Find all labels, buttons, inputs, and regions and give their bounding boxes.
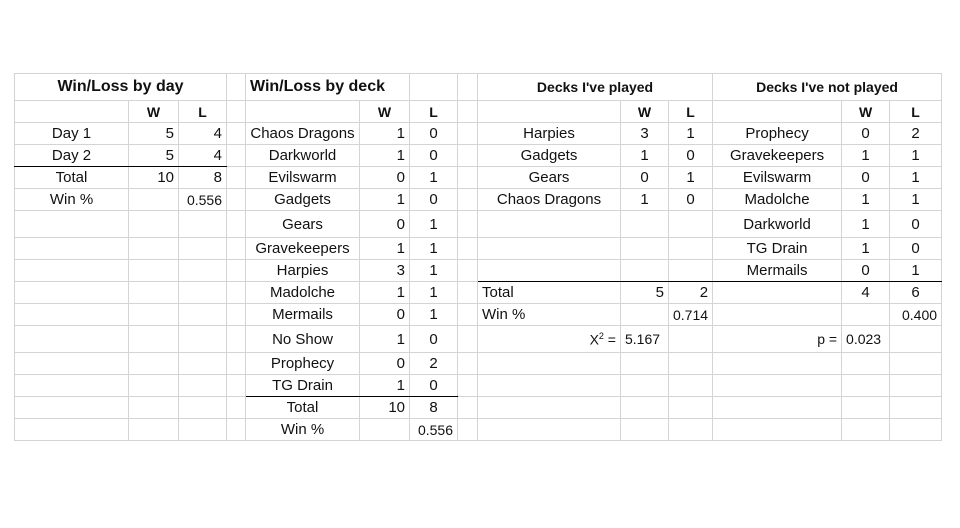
empty-cell <box>129 397 179 419</box>
empty-cell <box>890 419 942 441</box>
day-row-w: 5 <box>129 145 179 167</box>
empty-cell <box>890 375 942 397</box>
not-played-row-w: 0 <box>842 260 890 282</box>
empty-cell <box>15 397 129 419</box>
day-row-label: Day 1 <box>15 123 129 145</box>
played-row-l: 0 <box>669 189 713 211</box>
played-winpct-value: 0.714 <box>669 304 713 326</box>
empty-cell <box>129 375 179 397</box>
empty-cell <box>621 375 669 397</box>
empty-cell <box>890 326 942 353</box>
not-played-section-title: Decks I've not played <box>713 74 942 101</box>
played-total-w: 5 <box>621 282 669 304</box>
not-played-total-w: 4 <box>842 282 890 304</box>
day-winpct-label: Win % <box>15 189 129 211</box>
empty-cell <box>179 326 227 353</box>
empty-cell <box>15 238 129 260</box>
empty-cell <box>478 353 621 375</box>
empty-cell <box>713 419 842 441</box>
deck-row-w: 1 <box>360 123 410 145</box>
not-played-row-label: Madolche <box>713 189 842 211</box>
deck-winpct-label: Win % <box>246 419 360 441</box>
chi-square-label <box>478 326 621 353</box>
deck-row-label: No Show <box>246 326 360 353</box>
empty-cell <box>669 419 713 441</box>
empty-cell <box>890 397 942 419</box>
deck-row-w: 0 <box>360 304 410 326</box>
empty-cell <box>227 326 246 353</box>
chi-symbol: X <box>589 331 599 348</box>
empty-cell <box>15 101 129 123</box>
not-played-row-w: 1 <box>842 145 890 167</box>
empty-cell <box>458 167 478 189</box>
empty-cell <box>246 101 360 123</box>
played-row-w: 1 <box>621 145 669 167</box>
deck-row-label: Gravekeepers <box>246 238 360 260</box>
day-total-w: 10 <box>129 167 179 189</box>
p-value-label: p = <box>713 326 842 353</box>
empty-cell <box>842 304 890 326</box>
empty-cell <box>478 260 621 282</box>
played-row-label: Chaos Dragons <box>478 189 621 211</box>
empty-cell <box>227 74 246 101</box>
deck-total-w: 10 <box>360 397 410 419</box>
spreadsheet-grid <box>14 73 942 441</box>
empty-cell <box>713 375 842 397</box>
deck-row-label: TG Drain <box>246 375 360 397</box>
empty-cell <box>227 211 246 238</box>
empty-cell <box>15 211 129 238</box>
empty-cell <box>227 189 246 211</box>
chi-square-value: 5.167 <box>621 326 669 353</box>
empty-cell <box>669 326 713 353</box>
played-row-w: 1 <box>621 189 669 211</box>
empty-cell <box>129 260 179 282</box>
empty-cell <box>179 353 227 375</box>
empty-cell <box>15 353 129 375</box>
empty-cell <box>842 353 890 375</box>
empty-cell <box>458 145 478 167</box>
deck-row-l: 1 <box>410 238 458 260</box>
played-total-label: Total <box>478 282 621 304</box>
not-played-row-label: TG Drain <box>713 238 842 260</box>
deck-row-l: 0 <box>410 189 458 211</box>
empty-cell <box>458 189 478 211</box>
empty-cell <box>713 397 842 419</box>
empty-cell <box>842 375 890 397</box>
empty-cell <box>478 101 621 123</box>
deck-row-w: 0 <box>360 167 410 189</box>
not-played-row-l: 2 <box>890 123 942 145</box>
empty-cell <box>129 189 179 211</box>
empty-cell <box>669 211 713 238</box>
empty-cell <box>15 419 129 441</box>
empty-cell <box>129 326 179 353</box>
empty-cell <box>669 238 713 260</box>
empty-cell <box>227 101 246 123</box>
empty-cell <box>458 282 478 304</box>
empty-cell <box>15 304 129 326</box>
not-played-col-l: L <box>890 101 942 123</box>
empty-cell <box>129 282 179 304</box>
deck-row-l: 0 <box>410 145 458 167</box>
played-col-l: L <box>669 101 713 123</box>
empty-cell <box>669 353 713 375</box>
played-row-l: 0 <box>669 145 713 167</box>
empty-cell <box>227 397 246 419</box>
empty-cell <box>713 282 842 304</box>
empty-cell <box>15 326 129 353</box>
empty-cell <box>842 419 890 441</box>
day-row-label: Day 2 <box>15 145 129 167</box>
empty-cell <box>621 419 669 441</box>
deck-row-l: 0 <box>410 375 458 397</box>
empty-cell <box>227 123 246 145</box>
empty-cell <box>227 238 246 260</box>
deck-row-l: 0 <box>410 326 458 353</box>
empty-cell <box>713 353 842 375</box>
empty-cell <box>227 419 246 441</box>
day-row-w: 5 <box>129 123 179 145</box>
empty-cell <box>621 211 669 238</box>
empty-cell <box>478 375 621 397</box>
day-section-title: Win/Loss by day <box>15 74 227 101</box>
empty-cell <box>15 260 129 282</box>
day-winpct-value: 0.556 <box>179 189 227 211</box>
empty-cell <box>458 419 478 441</box>
played-row-label: Gadgets <box>478 145 621 167</box>
not-played-row-label: Gravekeepers <box>713 145 842 167</box>
empty-cell <box>458 326 478 353</box>
deck-row-w: 1 <box>360 189 410 211</box>
deck-row-label: Mermails <box>246 304 360 326</box>
empty-cell <box>478 397 621 419</box>
day-col-w: W <box>129 101 179 123</box>
deck-row-l: 1 <box>410 167 458 189</box>
empty-cell <box>458 397 478 419</box>
empty-cell <box>179 397 227 419</box>
deck-total-label: Total <box>246 397 360 419</box>
p-value: 0.023 <box>842 326 890 353</box>
deck-row-w: 1 <box>360 282 410 304</box>
chi-equals: = <box>603 331 616 348</box>
empty-cell <box>179 304 227 326</box>
deck-row-w: 1 <box>360 326 410 353</box>
played-row-l: 1 <box>669 123 713 145</box>
not-played-col-w: W <box>842 101 890 123</box>
empty-cell <box>478 238 621 260</box>
not-played-total-l: 6 <box>890 282 942 304</box>
empty-cell <box>129 419 179 441</box>
empty-cell <box>621 353 669 375</box>
deck-row-label: Madolche <box>246 282 360 304</box>
not-played-row-l: 0 <box>890 211 942 238</box>
not-played-row-l: 1 <box>890 167 942 189</box>
empty-cell <box>179 238 227 260</box>
day-row-l: 4 <box>179 123 227 145</box>
empty-cell <box>669 260 713 282</box>
deck-row-l: 2 <box>410 353 458 375</box>
played-row-label: Gears <box>478 167 621 189</box>
empty-cell <box>227 260 246 282</box>
not-played-row-label: Evilswarm <box>713 167 842 189</box>
empty-cell <box>410 74 458 101</box>
empty-cell <box>713 101 842 123</box>
not-played-row-w: 0 <box>842 123 890 145</box>
deck-row-w: 0 <box>360 211 410 238</box>
played-total-l: 2 <box>669 282 713 304</box>
empty-cell <box>15 282 129 304</box>
deck-row-l: 1 <box>410 211 458 238</box>
played-row-label: Harpies <box>478 123 621 145</box>
deck-winpct-value: 0.556 <box>410 419 458 441</box>
day-total-l: 8 <box>179 167 227 189</box>
empty-cell <box>458 353 478 375</box>
deck-row-w: 1 <box>360 238 410 260</box>
deck-row-w: 1 <box>360 375 410 397</box>
empty-cell <box>842 397 890 419</box>
deck-total-l: 8 <box>410 397 458 419</box>
not-played-row-w: 0 <box>842 167 890 189</box>
chi-superscript: 2 <box>598 330 604 341</box>
deck-row-l: 0 <box>410 123 458 145</box>
not-played-row-w: 1 <box>842 189 890 211</box>
empty-cell <box>129 353 179 375</box>
empty-cell <box>458 101 478 123</box>
empty-cell <box>478 211 621 238</box>
day-row-l: 4 <box>179 145 227 167</box>
empty-cell <box>458 123 478 145</box>
not-played-row-l: 1 <box>890 260 942 282</box>
deck-row-label: Harpies <box>246 260 360 282</box>
played-row-l: 1 <box>669 167 713 189</box>
played-row-w: 3 <box>621 123 669 145</box>
deck-row-l: 1 <box>410 282 458 304</box>
not-played-row-label: Darkworld <box>713 211 842 238</box>
not-played-row-l: 0 <box>890 238 942 260</box>
empty-cell <box>890 353 942 375</box>
empty-cell <box>478 419 621 441</box>
empty-cell <box>129 238 179 260</box>
played-col-w: W <box>621 101 669 123</box>
day-total-label: Total <box>15 167 129 189</box>
empty-cell <box>227 282 246 304</box>
empty-cell <box>179 375 227 397</box>
deck-row-label: Darkworld <box>246 145 360 167</box>
not-played-row-l: 1 <box>890 145 942 167</box>
empty-cell <box>227 145 246 167</box>
deck-row-w: 1 <box>360 145 410 167</box>
deck-row-l: 1 <box>410 260 458 282</box>
deck-row-l: 1 <box>410 304 458 326</box>
empty-cell <box>129 211 179 238</box>
deck-row-label: Evilswarm <box>246 167 360 189</box>
not-played-row-w: 1 <box>842 238 890 260</box>
not-played-row-label: Prophecy <box>713 123 842 145</box>
played-section-title: Decks I've played <box>478 74 713 101</box>
empty-cell <box>179 211 227 238</box>
empty-cell <box>179 282 227 304</box>
deck-col-l: L <box>410 101 458 123</box>
empty-cell <box>179 419 227 441</box>
played-row-w: 0 <box>621 167 669 189</box>
empty-cell <box>669 375 713 397</box>
empty-cell <box>621 238 669 260</box>
deck-section-title: Win/Loss by deck <box>246 74 410 101</box>
deck-row-label: Gears <box>246 211 360 238</box>
not-played-winpct-value: 0.400 <box>890 304 942 326</box>
not-played-row-w: 1 <box>842 211 890 238</box>
empty-cell <box>458 375 478 397</box>
empty-cell <box>669 397 713 419</box>
empty-cell <box>713 304 842 326</box>
empty-cell <box>458 260 478 282</box>
empty-cell <box>129 304 179 326</box>
deck-row-w: 0 <box>360 353 410 375</box>
empty-cell <box>621 397 669 419</box>
empty-cell <box>227 304 246 326</box>
empty-cell <box>15 375 129 397</box>
not-played-row-label: Mermails <box>713 260 842 282</box>
day-col-l: L <box>179 101 227 123</box>
deck-row-label: Gadgets <box>246 189 360 211</box>
empty-cell <box>458 74 478 101</box>
empty-cell <box>458 304 478 326</box>
empty-cell <box>227 375 246 397</box>
deck-row-label: Prophecy <box>246 353 360 375</box>
empty-cell <box>227 353 246 375</box>
empty-cell <box>227 167 246 189</box>
empty-cell <box>621 304 669 326</box>
empty-cell <box>458 211 478 238</box>
empty-cell <box>621 260 669 282</box>
deck-col-w: W <box>360 101 410 123</box>
not-played-row-l: 1 <box>890 189 942 211</box>
deck-row-w: 3 <box>360 260 410 282</box>
played-winpct-label: Win % <box>478 304 621 326</box>
empty-cell <box>458 238 478 260</box>
empty-cell <box>360 419 410 441</box>
deck-row-label: Chaos Dragons <box>246 123 360 145</box>
empty-cell <box>179 260 227 282</box>
